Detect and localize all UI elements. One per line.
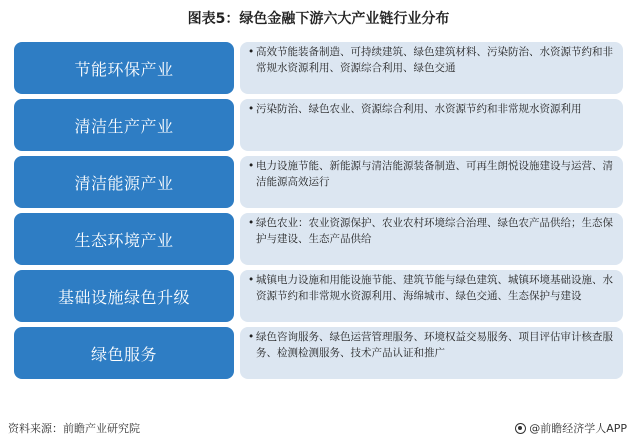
industry-row — [14, 327, 623, 379]
category-label: 绿色服务 — [14, 327, 234, 379]
brand-credit — [515, 420, 627, 436]
description-text: 污染防治、绿色农业、资源综合利用、水资源节约和非常规水资源利用 — [256, 103, 582, 115]
category-label: 节能环保产业 — [14, 42, 234, 94]
description-text: 高效节能装备制造、可持续建筑、绿色建筑材料、污染防治、水资源节约和非常规水资源利用、资源综合利用、绿色交通 — [256, 46, 613, 74]
bullet: • — [248, 331, 255, 343]
source-note: 资料来源：前瞻产业研究院 — [8, 422, 140, 435]
description-box — [240, 99, 623, 151]
bullet: • — [248, 274, 255, 286]
category-label: 清洁能源产业 — [14, 156, 234, 208]
description-text: 绿色农业：农业资源保护、农业农村环境综合治理、绿色农产品供给；生态保护与建设、生态产品供给 — [256, 217, 613, 245]
chart-title: 图表5：绿色金融下游六大产业链行业分布 — [187, 11, 450, 27]
bullet: • — [248, 46, 255, 58]
bullet: • — [248, 217, 255, 229]
industry-table — [14, 42, 623, 384]
bullet: • — [248, 103, 255, 115]
circle-logo-icon — [515, 423, 526, 434]
category-label: 基础设施绿色升级 — [14, 270, 234, 322]
category-label: 生态环境产业 — [14, 213, 234, 265]
description-text: 电力设施节能、新能源与清洁能源装备制造、可再生朗悦设施建设与运营、清洁能源高效运行 — [256, 160, 613, 188]
description-box — [240, 213, 623, 265]
description-box — [240, 42, 623, 94]
category-label: 清洁生产产业 — [14, 99, 234, 151]
bullet: • — [248, 160, 255, 172]
industry-row — [14, 99, 623, 151]
brand-text: @前瞻经济学人APP — [529, 422, 627, 435]
description-box — [240, 156, 623, 208]
industry-row — [14, 213, 623, 265]
description-box — [240, 327, 623, 379]
description-text: 城镇电力设施和用能设施节能、建筑节能与绿色建筑、城镇环境基础设施、水资源节约和非常规水资源利用、海绵城市、绿色交通、生态保护与建设 — [256, 274, 613, 302]
industry-row — [14, 270, 623, 322]
description-box — [240, 270, 623, 322]
industry-row — [14, 42, 623, 94]
description-text: 绿色咨询服务、绿色运营管理服务、环境权益交易服务、项目评估审计核查服务、检测检测服务、技术产品认证和推广 — [256, 331, 613, 359]
industry-row — [14, 156, 623, 208]
